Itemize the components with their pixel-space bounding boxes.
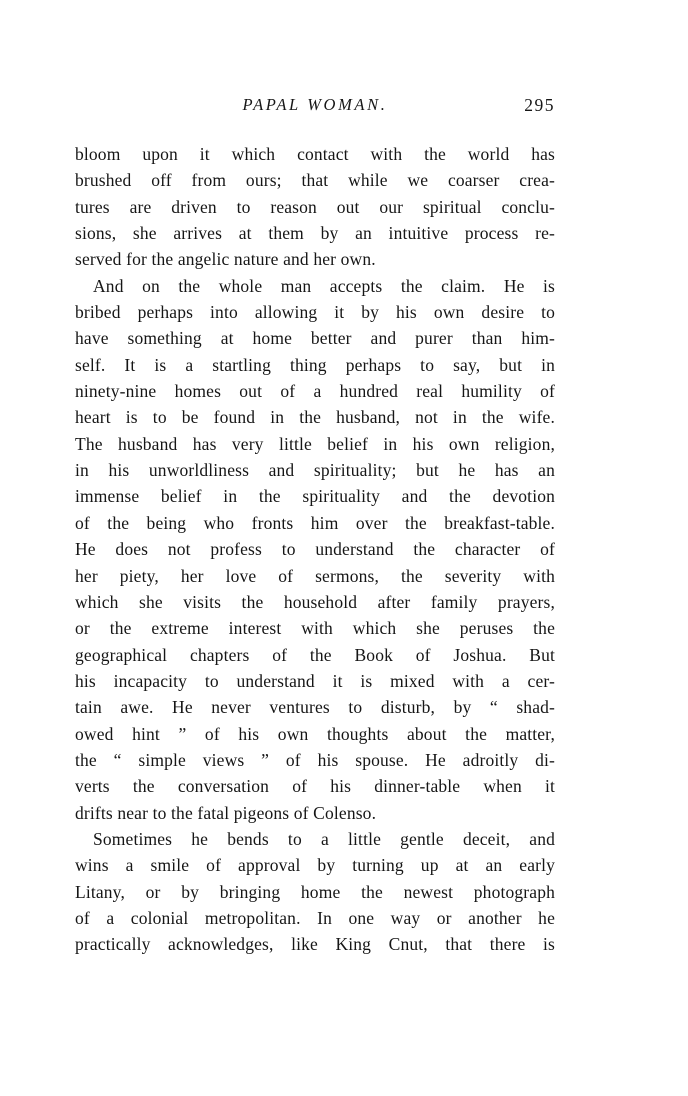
text-line: And on the whole man accepts the claim. He is [93,275,555,296]
text-line: have something at home better and purer than him- [75,328,555,349]
text-line: geographical chapters of the Book of Joshua. But [75,644,555,665]
text-line: her piety, her love of sermons, the severity with [75,565,555,586]
text-line: in his unworldliness and spirituality; but he has an [75,460,555,481]
text-line: or the extreme interest with which she peruses the [75,618,555,639]
page-header [75,94,555,116]
text-line: immense belief in the spirituality and the devotion [75,486,555,507]
text-line: owed hint ” of his own thoughts about the matter, [75,723,555,744]
text-line: brushed off from ours; that while we coarser crea- [75,170,555,191]
text-line: drifts near to the fatal pigeons of Colenso. [75,802,377,823]
text-line: Litany, or by bringing home the newest photograph [75,881,555,902]
running-head: PAPAL WOMAN. [242,95,388,114]
text-line: verts the conversation of his dinner-table when it [75,776,555,797]
text-line: self. It is a startling thing perhaps to say, but in [75,354,555,375]
text-line: practically acknowledges, like King Cnut, that there is [75,934,555,955]
text-line: of the being who fronts him over the breakfast-table. [75,512,555,533]
text-line: which she visits the household after family prayers, [75,591,555,612]
text-line: of a colonial metropolitan. In one way or another he [75,907,555,928]
text-line: the “ simple views ” of his spouse. He adroitly di- [75,749,555,770]
text-line: sions, she arrives at them by an intuitive process re- [75,223,555,244]
text-line: tures are driven to reason out our spiritual conclu- [75,196,555,217]
text-line: heart is to be found in the husband, not in the wife. [75,407,555,428]
text-line: wins a smile of approval by turning up at an early [75,855,555,876]
text-line: tain awe. He never ventures to disturb, by “ shad- [75,697,555,718]
text-block [75,94,555,958]
text-line: He does not profess to understand the character of [75,539,555,560]
page-body [75,141,555,958]
text-line: bloom upon it which contact with the world has [75,144,555,164]
text-line: The husband has very little belief in his own religion, [75,433,555,454]
text-line: Sometimes he bends to a little gentle deceit, and [93,828,555,849]
text-line: bribed perhaps into allowing it by his own desire to [75,302,555,323]
text-line: served for the angelic nature and her own. [75,249,376,270]
page-number: 295 [524,95,555,115]
text-line: his incapacity to understand it is mixed with a cer- [75,670,555,691]
text-line: ninety-nine homes out of a hundred real humility of [75,381,555,402]
